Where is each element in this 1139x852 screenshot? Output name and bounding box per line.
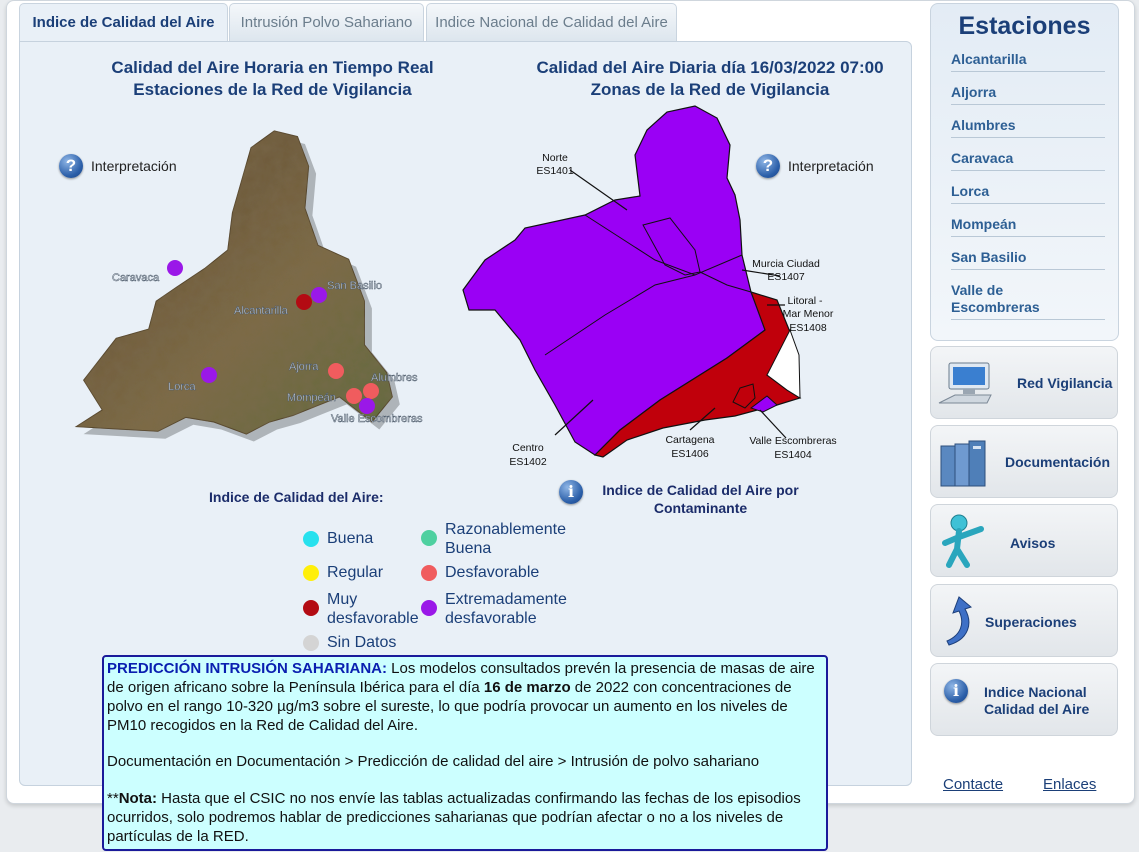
svg-text:ES1408: ES1408 [789, 322, 827, 334]
help-icon: ? [59, 154, 83, 178]
legend-label: Desfavorable [445, 564, 540, 581]
legend-item-muy-desfavorable [303, 590, 419, 628]
station-label-valle-escombreras: Valle Escombreras [331, 413, 423, 425]
marker-ajorra[interactable] [328, 363, 344, 379]
legend-dot [303, 565, 319, 581]
station-map-title: Calidad del Aire Horaria en Tiempo Real [111, 58, 434, 77]
svg-text:Norte: Norte [542, 152, 568, 164]
sidebar-title: Estaciones [958, 12, 1091, 40]
sidebar-item-caravaca[interactable]: Caravaca [951, 150, 1105, 171]
zone-map [455, 100, 865, 480]
station-label-caravaca: Caravaca [112, 272, 160, 284]
books-icon [937, 438, 991, 488]
sidebar-item-aljorra[interactable]: Aljorra [951, 84, 1105, 105]
svg-text:ES1402: ES1402 [509, 456, 547, 468]
legend-dot [421, 530, 437, 546]
interpretation-label: Interpretación [788, 158, 874, 174]
svg-text:Valle Escombreras: Valle Escombreras [749, 435, 837, 447]
legend-label-2: desfavorable [327, 610, 419, 627]
zone-map-subtitle: Zonas de la Red de Vigilancia [590, 80, 830, 99]
info-icon: i [944, 679, 968, 703]
sahara-title: PREDICCIÓN INTRUSIÓN SAHARIANA: [107, 660, 388, 677]
station-label-san-basilio: San Basilio [327, 280, 383, 292]
zone-label-murcia-ciudad [752, 258, 820, 283]
station-label-lorca: Lorca [168, 381, 196, 393]
avisos-button[interactable] [930, 504, 1118, 577]
legend-title: Indice de Calidad del Aire: [209, 489, 384, 505]
zone-map-heading [515, 57, 905, 101]
zone-map-title: Calidad del Aire Diaria día 16/03/2022 07:00 [536, 58, 884, 77]
zone-label-litoral [783, 295, 834, 334]
legend-item-regular [303, 563, 383, 582]
red-vigilancia-button[interactable] [930, 346, 1118, 419]
sidebar-item-label-2: Escombreras [951, 299, 1040, 315]
pollutant-index-label-2: Contaminante [653, 500, 748, 516]
indice-nacional-button[interactable] [930, 663, 1118, 736]
legend-dot [303, 531, 319, 547]
tab-indice-nacional[interactable]: Indice Nacional de Calidad del Aire [426, 3, 677, 41]
legend-label: Extremadamente [445, 591, 567, 608]
marker-caravaca[interactable] [167, 260, 183, 276]
pollutant-index-label: Indice de Calidad del Aire por [602, 482, 799, 498]
svg-text:ES1406: ES1406 [671, 448, 709, 460]
legend-dot [303, 635, 319, 651]
sidebar-item-san-basilio[interactable]: San Basilio [951, 249, 1105, 270]
legend-dot [303, 600, 319, 616]
svg-text:ES1404: ES1404 [774, 449, 812, 461]
sahara-prediction-box [102, 655, 828, 851]
sidebar-item-mompean[interactable]: Mompeán [951, 216, 1105, 237]
info-icon: i [559, 480, 583, 504]
svg-text:Cartagena: Cartagena [665, 434, 715, 446]
legend-label-2: Buena [445, 540, 492, 557]
svg-text:Mar Menor: Mar Menor [782, 308, 834, 320]
tab-intrusion-polvo[interactable]: Intrusión Polvo Sahariano [229, 3, 424, 41]
sahara-date: 16 de marzo [483, 679, 571, 696]
legend-label: Muy [327, 591, 358, 608]
station-label-alumbres: Alumbres [371, 372, 418, 384]
legend-label-2: desfavorable [445, 610, 537, 627]
sidebar-item-valle-escombreras[interactable] [951, 282, 1105, 320]
legend-label: Buena [327, 530, 374, 547]
legend-dot [421, 600, 437, 616]
zone-label-norte [536, 152, 574, 177]
marker-mompean[interactable] [346, 388, 362, 404]
help-icon: ? [756, 154, 780, 178]
sahara-paragraph-1: PREDICCIÓN INTRUSIÓN SAHARIANA: Los modelos consultados prevén la presencia de masas de aire de origen africano sobre la Península Ibérica para el día 16 de marzo de 2022 con concentraciones de polvo en el rango 10-320 µg/m3 sobre el sureste, lo que podría provocar un aumento en los niveles de PM10 recogidos en la Red de Calidad del Aire. [107, 660, 815, 734]
sidebar-item-label: Valle de [951, 282, 1004, 298]
marker-alcantarilla[interactable] [296, 294, 312, 310]
legend-item-sin-datos [303, 633, 396, 652]
tab-indice-calidad[interactable]: Indice de Calidad del Aire [19, 3, 228, 43]
contacte-link[interactable]: Contacte [943, 776, 1004, 793]
station-label-ajorra: Ajorra [289, 361, 319, 373]
interpretation-label: Interpretación [91, 158, 177, 174]
zone-label-valle-escombreras [749, 435, 836, 461]
legend-label: Razonablemente [445, 521, 566, 538]
svg-text:Centro: Centro [512, 442, 544, 454]
station-map-subtitle: Estaciones de la Red de Vigilancia [133, 80, 412, 99]
sidebar-item-alcantarilla[interactable]: Alcantarilla [951, 51, 1105, 72]
svg-text:ES1407: ES1407 [767, 271, 805, 283]
zone-label-centro [509, 442, 547, 468]
superaciones-label: Superaciones [985, 614, 1077, 630]
legend-item-desfavorable [421, 563, 539, 582]
svg-text:Litoral -: Litoral - [787, 295, 823, 307]
marker-valle-escombreras[interactable] [359, 398, 375, 414]
sidebar-item-alumbres[interactable]: Alumbres [951, 117, 1105, 138]
zone-label-cartagena [665, 434, 714, 460]
figure-icon [937, 513, 993, 569]
marker-alumbres[interactable] [363, 383, 379, 399]
legend-item-razonablemente-buena [421, 520, 566, 558]
documentacion-button[interactable] [930, 425, 1118, 498]
marker-lorca[interactable] [201, 367, 217, 383]
arrow-icon [939, 595, 979, 649]
svg-text:ES1401: ES1401 [536, 165, 574, 177]
sahara-paragraph-2: Documentación en Documentación > Predicción de calidad del aire > Intrusión de polvo sahariano [107, 753, 760, 770]
marker-san-basilio[interactable] [311, 287, 327, 303]
legend-label: Sin Datos [327, 634, 397, 651]
legend-dot [421, 565, 437, 581]
stations-sidebar [930, 3, 1119, 341]
sahara-note: **Nota: Hasta que el CSIC no nos envíe las tablas actualizadas confirmando las fechas de los episodios ocurridos, solo podremos hablar de predicciones saharianas que podrían afectar o no a los niveles de partículas de la RED. [107, 790, 801, 845]
station-label-mompean: Mompeán [287, 392, 336, 404]
avisos-label: Avisos [1010, 535, 1056, 551]
computer-icon [935, 359, 995, 405]
station-label-alcantarilla: Alcantarilla [234, 305, 288, 317]
indice-nacional-label: Indice Nacional Calidad del Aire [984, 684, 1090, 717]
svg-text:Murcia Ciudad: Murcia Ciudad [752, 258, 820, 270]
legend-item-buena [303, 529, 373, 548]
legend-label: Regular [327, 564, 384, 581]
sidebar-item-lorca[interactable]: Lorca [951, 183, 1105, 204]
enlaces-link[interactable]: Enlaces [1043, 776, 1097, 793]
red-vigilancia-label: Red Vigilancia [1017, 375, 1113, 391]
documentacion-label: Documentación [1005, 454, 1111, 470]
superaciones-button[interactable] [930, 584, 1118, 657]
legend-item-extremadamente-desfavorable [421, 590, 567, 628]
